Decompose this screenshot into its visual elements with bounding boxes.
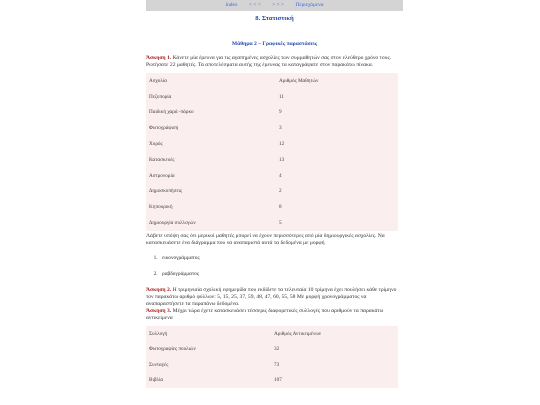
table-cell: 9 bbox=[279, 109, 282, 116]
activities-table bbox=[146, 73, 398, 231]
table-cell: Βιβλία bbox=[149, 377, 164, 384]
exercise-1-body: Κάνετε μία έρευνα για τις αγαπημένες ασχολίες των συμμαθητών σας στον ελεύθερο χρόνο τους. Ρωτήσατε 22 μαθητές. Τα αποτελέσματα αυτής της έρευνας τα καταγράψατε στον παρακάτω πίνακα. bbox=[146, 55, 392, 68]
table-cell: Κατασκευές bbox=[149, 156, 175, 163]
previous-link[interactable]: < < < bbox=[248, 2, 261, 8]
exercise-1-label: Άσκηση 1. bbox=[146, 55, 172, 61]
header-cell: Αριθμός Αντικειμένων bbox=[274, 330, 322, 337]
exercise-2-text bbox=[146, 287, 403, 308]
table-cell: 73 bbox=[274, 361, 280, 368]
header-cell: Ασχολία bbox=[149, 77, 167, 84]
table-cell: 2 bbox=[279, 188, 282, 195]
table-header-row bbox=[146, 326, 398, 342]
table-cell: Δημοσκοπήσεις bbox=[149, 188, 183, 195]
table-cell: 4 bbox=[279, 172, 282, 179]
table-cell: 12 bbox=[279, 141, 285, 148]
table-row bbox=[146, 215, 398, 231]
header-cell: Αριθμός Μαθητών bbox=[279, 77, 319, 84]
table-cell: 107 bbox=[274, 377, 282, 384]
table-cell: Πεζοπορία bbox=[149, 93, 172, 100]
table-cell: 11 bbox=[279, 93, 284, 100]
table-cell: Κηπουρική bbox=[149, 204, 173, 211]
chart-type-list bbox=[146, 255, 403, 278]
chapter-title: 8. Στατιστική bbox=[255, 15, 294, 22]
table-row bbox=[146, 168, 398, 184]
main-content bbox=[146, 41, 403, 390]
table-cell: Παιδική χαρά -πάρκο bbox=[149, 109, 194, 116]
table-cell: Δημιουργία συλλογών bbox=[149, 220, 196, 227]
table-cell: 5 bbox=[279, 220, 282, 227]
table-cell: Φωτογραφίες πουλιών bbox=[149, 346, 196, 353]
table-row bbox=[146, 372, 398, 388]
exercise-3-text bbox=[146, 308, 403, 322]
next-link[interactable]: > > > bbox=[272, 2, 285, 8]
table-row bbox=[146, 152, 398, 168]
exercise-3-label: Άσκηση 3. bbox=[146, 307, 172, 314]
table-row bbox=[146, 136, 398, 152]
table-cell: Αστρονομία bbox=[149, 172, 175, 179]
option-pictogram: 1. εικονογράμματος bbox=[159, 255, 403, 262]
exercise-2-label: Άσκηση 2. bbox=[146, 286, 172, 293]
table-cell: Χορός bbox=[149, 141, 163, 148]
index-link[interactable]: index bbox=[225, 2, 238, 8]
contents-link[interactable]: Περιεχόμενα bbox=[295, 2, 324, 8]
table-row bbox=[146, 341, 398, 357]
table-row bbox=[146, 89, 398, 105]
top-navigation-bar bbox=[146, 0, 403, 11]
table-cell: Φωτογράφιση bbox=[149, 125, 179, 132]
table-row bbox=[146, 105, 398, 121]
table-row bbox=[146, 199, 398, 215]
table-row bbox=[146, 184, 398, 200]
note-text: Λάβετε υπόψη σας ότι μερικοί μαθητές μπορεί να έχουν περισσότερες από μία δημιουργικές ασχολίες. Να κατασκευάσετε ένα διάγραμμα που να αναπαριστά αυτά τα δεδομένα με μορφή bbox=[146, 232, 385, 246]
lesson-title: Μάθημα 2 – Γραφικές παραστάσεις bbox=[231, 41, 318, 47]
table-header-row bbox=[146, 73, 398, 89]
table-row bbox=[146, 357, 398, 373]
header-cell: Συλλογή bbox=[149, 330, 168, 337]
table-cell: 32 bbox=[274, 346, 280, 353]
option-bar-chart: 2. ραβδογράμματος bbox=[159, 271, 403, 278]
table-row bbox=[146, 120, 398, 136]
exercise-3-body: Μέχρι τώρα έχετε κατασκευάσει τέσσερις διαφορετικές συλλογές που αριθμούν τα παρακάτω αντικείμενα bbox=[146, 307, 384, 321]
exercise-1-text bbox=[146, 55, 403, 69]
table-cell: Συνταγές bbox=[149, 361, 169, 368]
collections-table bbox=[146, 326, 398, 388]
exercise-2-body: Η τριμηνιαία σχολική εφημερίδα που εκδίδετε τα τελευταία 10 τρίμηνα έχει πουλήσει κάθε τρίμηνο τον παρακάτω αριθμό φύλλων: 5, 15, 25, 37, 59, 48, 47, 60, 55, 58 Με μορφή χρονογράμματος να αναπαραστήσετε τα παραπάνω δεδομένα. bbox=[146, 286, 397, 307]
table-cell: 13 bbox=[279, 156, 285, 163]
table-cell: 3 bbox=[279, 125, 282, 132]
table-cell: 8 bbox=[279, 204, 282, 211]
